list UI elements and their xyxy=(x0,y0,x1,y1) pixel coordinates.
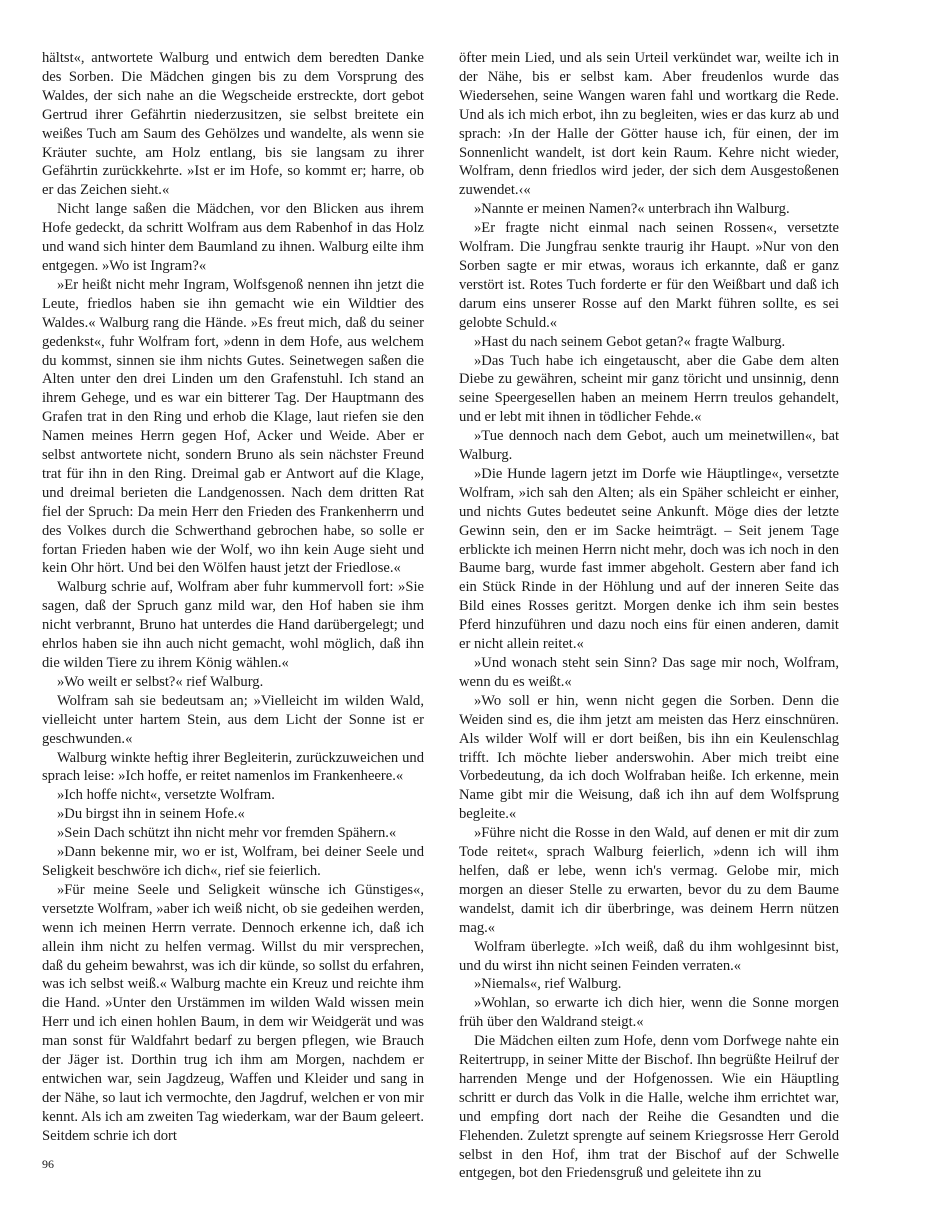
paragraph: »Sein Dach schützt ihn nicht mehr vor fremden Spähern.« xyxy=(57,825,397,842)
paragraph: hältst«, antwortete Walburg und entwich dem beredten Danke des Sorben. Die Mädchen gingen bis zu dem Vorsprung des Waldes, der sich nahe an die Wegscheide erstreckte, dort gebot Gertrud ihrer Gefährtin niederzusitzen, sie selbst breitete ein weißes Tuch am Saum des Gehölzes und wandelte, als wenn sie Kräuter suchte, am Holz entlang, bis sie langsam zu ihrer Gefährtin zurückkehrte. »Ist er im Hofe, so kommt er; harre, ob er das Zeichen sieht.« xyxy=(42,50,424,199)
paragraph: »Du birgst ihn in seinem Hofe.« xyxy=(57,806,245,823)
paragraph: »Und wonach steht sein Sinn? Das sage mir noch, Wolfram, wenn du es weißt.« xyxy=(459,655,839,690)
paragraph: »Das Tuch habe ich eingetauscht, aber die Gabe dem alten Diebe zu gewähren, scheint mir ganz töricht und unsinnig, denn seine Speergesellen haben an meinem Herrn treulos gehandelt, und er lebt mit ihnen in tödlicher Fehde.« xyxy=(459,352,839,426)
paragraph: »Tue dennoch nach dem Gebot, auch um meinetwillen«, bat Walburg. xyxy=(459,428,839,464)
right-text-column xyxy=(459,49,839,1183)
paragraph: Wolfram sah sie bedeutsam an; »Vielleicht im wilden Wald, vielleicht unter hartem Stein, aus dem Licht der Sonne ist er geschwunden.« xyxy=(42,692,424,747)
paragraph: »Er heißt nicht mehr Ingram, Wolfsgenoß nennen ihn jetzt die Leute, friedlos haben sie ihn gemacht wie ein Wildtier des Waldes.« Walburg rang die Hände. »Es freut mich, daß du seiner gedenkst«, fuhr Wolfram fort, »denn in dem Hofe, aus welchem du kommst, sinnen sie ihm nichts Gutes. Seinetwegen saßen die Alten unter den drei Linden um den Grafenstuhl. Ich stand an ihrem Gehege, und es war ein bitterer Tag. Der Hauptmann des Grafen trat in den Ring und erhob die Klage, laut riefen sie den Namen meines Herrn gegen Hof, Acker und Weide. Aber er selbst antwortete nicht, sondern Bruno als sein nächster Freund trat für ihn in den Ring. Dreimal gab er Antwort auf die Klage, und dreimal berieten die Landgenossen. Nach dem dritten Rat fiel der Spruch: Da mein Herr den Frieden des Frankenherrn und des Volkes durch die Schwerthand gebrochen habe, so solle er fortan Frieden haben wie der Wolf, wo ihn kein Auge sieht und kein Ohr hört. Und bei den Wölfen haust jetzt der Friedlose.« xyxy=(42,276,424,577)
paragraph: »Er fragte nicht einmal nach seinen Rossen«, versetzte Wolfram. Die Jungfrau senkte traurig ihr Haupt. »Nur von den Sorben sagte er mir etwas, woraus ich erkannte, daß er ganz verstört ist. Rotes Tuch forderte er für den Weißbart und daß ich darum eins unserer Rosse auf den Markt führen sollte, es sei gelobte Schuld.« xyxy=(459,220,839,331)
left-text-column xyxy=(42,49,424,1146)
paragraph: Walburg schrie auf, Wolfram aber fuhr kummervoll fort: »Sie sagen, daß der Spruch ganz mild war, den Hof haben sie ihm nicht verbrannt, Bruno hat unterdes die Hand darübergelegt; und ehrlos haben sie ihn auch nicht gemacht, wohl möglich, daß ihn die wilden Tiere zu ihrem König wählen.« xyxy=(42,579,424,671)
paragraph: Walburg winkte heftig ihrer Begleiterin, zurückzuweichen und sprach leise: »Ich hoffe, er reitet namenlos im Frankenheere.« xyxy=(42,749,424,785)
paragraph: »Ich hoffe nicht«, versetzte Wolfram. xyxy=(57,787,275,804)
paragraph: öfter mein Lied, und als sein Urteil verkündet war, weilte ich in der Nähe, bis er selbst kam. Aber freudenlos wurde das Wiedersehen, seine Wangen waren fahl und wortkarg die Rede. Und als ich mich erbot, ihn zu begleiten, wies er das kurz ab und sprach: ›In der Halle der Götter hause ich, für einen, der im Sonnenlicht wandelt, ist dort kein Raum. Kehre nicht wieder, Wolfram, denn friedlos wird jeder, der sich dem Ausgestoßenen zuwendet.‹« xyxy=(459,50,839,199)
paragraph: Nicht lange saßen die Mädchen, vor den Blicken aus ihrem Hofe gedeckt, da schritt Wolfram aus dem Rabenhof in das Holz und wand sich hinter dem Baumland zu ihnen. Walburg eilte ihm entgegen. »Wo ist Ingram?« xyxy=(42,201,424,274)
paragraph: »Für meine Seele und Seligkeit wünsche ich Günstiges«, versetzte Wolfram, »aber ich weiß nicht, ob sie gedeihen werden, wenn ich meinen Herrn verrate. Dennoch erkenne ich, daß ich allein ihm nicht zu helfen vermag. Willst du mir versprechen, daß du geheim bewahrst, was ich dir künde, so sollst du erfahren, was ich selbst weiß.« Walburg machte ein Kreuz und reichte ihm die Hand. »Unter den Urstämmen im wilden Wald wissen mein Herr und ich einen hohlen Baum, in dem wir Weidgerät und was man sonst für Waldfahrt bedarf zu bergen pflegen, wie Brauch der Jäger ist. Dorthin trug ich ihm am Morgen, nachdem er entwichen war, sein Jagdzeug, Waffen und Kleider und sang in der Nähe, so laut ich vermochte, den Jagdruf, welchen er von mir kennt. Als ich am zweiten Tag wiederkam, war der Baum geleert. Seitdem schrie ich dort xyxy=(42,881,424,1144)
paragraph: Die Mädchen eilten zum Hofe, denn vom Dorfwege nahte ein Reitertrupp, in seiner Mitte der Bischof. Ihn begrüßte Heilruf der harrenden Menge und der Hofgenossen. Wie ein Häuptling schritt er durch das Volk in die Halle, welche ihm errichtet war, und empfing dort nach der Reihe die Gesandten und die Flehenden. Zuletzt sprengte auf seinem Kriegsrosse Herr Gerold selbst in den Hof, ihm trat der Bischof auf der Schwelle entgegen, bot den Friedensgruß und geleitete ihn zu xyxy=(459,1033,839,1182)
paragraph: Wolfram überlegte. »Ich weiß, daß du ihm wohlgesinnt bist, und du wirst ihn nicht seinen Feinden verraten.« xyxy=(459,938,839,974)
paragraph: »Wo weilt er selbst?« rief Walburg. xyxy=(57,673,264,690)
paragraph: »Wo soll er hin, wenn nicht gegen die Sorben. Denn die Weiden sind es, die ihm jetzt am meisten das Herz einschnüren. Als wilder Wolf will er dort beißen, bis ihn ein Keulenschlag trifft. Ich möchte lieber anderswohin. Aber mich treibt eine Vorbedeutung, da ich doch Wolfraban heiße. Ich erkenne, mein Name gibt mir die Weisung, daß ich ihn auf dem Wolfsprung begleite.« xyxy=(459,692,839,823)
paragraph: »Dann bekenne mir, wo er ist, Wolfram, bei deiner Seele und Seligkeit beschwöre ich dich«, rief sie feierlich. xyxy=(42,844,424,879)
paragraph: »Nannte er meinen Namen?« unterbrach ihn Walburg. xyxy=(474,201,790,218)
paragraph: »Wohlan, so erwarte ich dich hier, wenn die Sonne morgen früh über den Waldrand steigt.« xyxy=(459,995,839,1031)
paragraph: »Niemals«, rief Walburg. xyxy=(474,976,622,993)
paragraph: »Führe nicht die Rosse in den Wald, auf denen er mit dir zum Tode reitet«, sprach Walburg feierlich, »denn ich will ihm helfen, daß er lebe, wenn ich's vermag. Gelobe mir, mich morgen an dieser Stelle zu erwarten, bevor du zu dem Baume wandelst, damit ich dir überbringe, was deinem Herrn nützen mag.« xyxy=(459,825,839,936)
paragraph: »Hast du nach seinem Gebot getan?« fragte Walburg. xyxy=(474,333,786,350)
paragraph: »Die Hunde lagern jetzt im Dorfe wie Häuptlinge«, versetzte Wolfram, »ich sah den Alten; als ein Späher schleicht er einher, und nichts Gutes bedeutet seine Ankunft. Möge dies der letzte Gewinn sein, den er im Sacke heimträgt. – Seit jenem Tage erblickte ich meinen Herrn nicht mehr, doch was ich noch in den Baume barg, wurde fast immer abgeholt. Gestern aber fand ich ein Stück Rinde in der Höhlung und auf der inneren Seite das Bild eines Rosses geritzt. Morgen denke ich ihm sein bestes Pferd hinzuführen und dazu noch eins für einen anderen, damit er nicht allein reitet.« xyxy=(459,465,839,653)
page-number: 96 xyxy=(42,1157,54,1171)
